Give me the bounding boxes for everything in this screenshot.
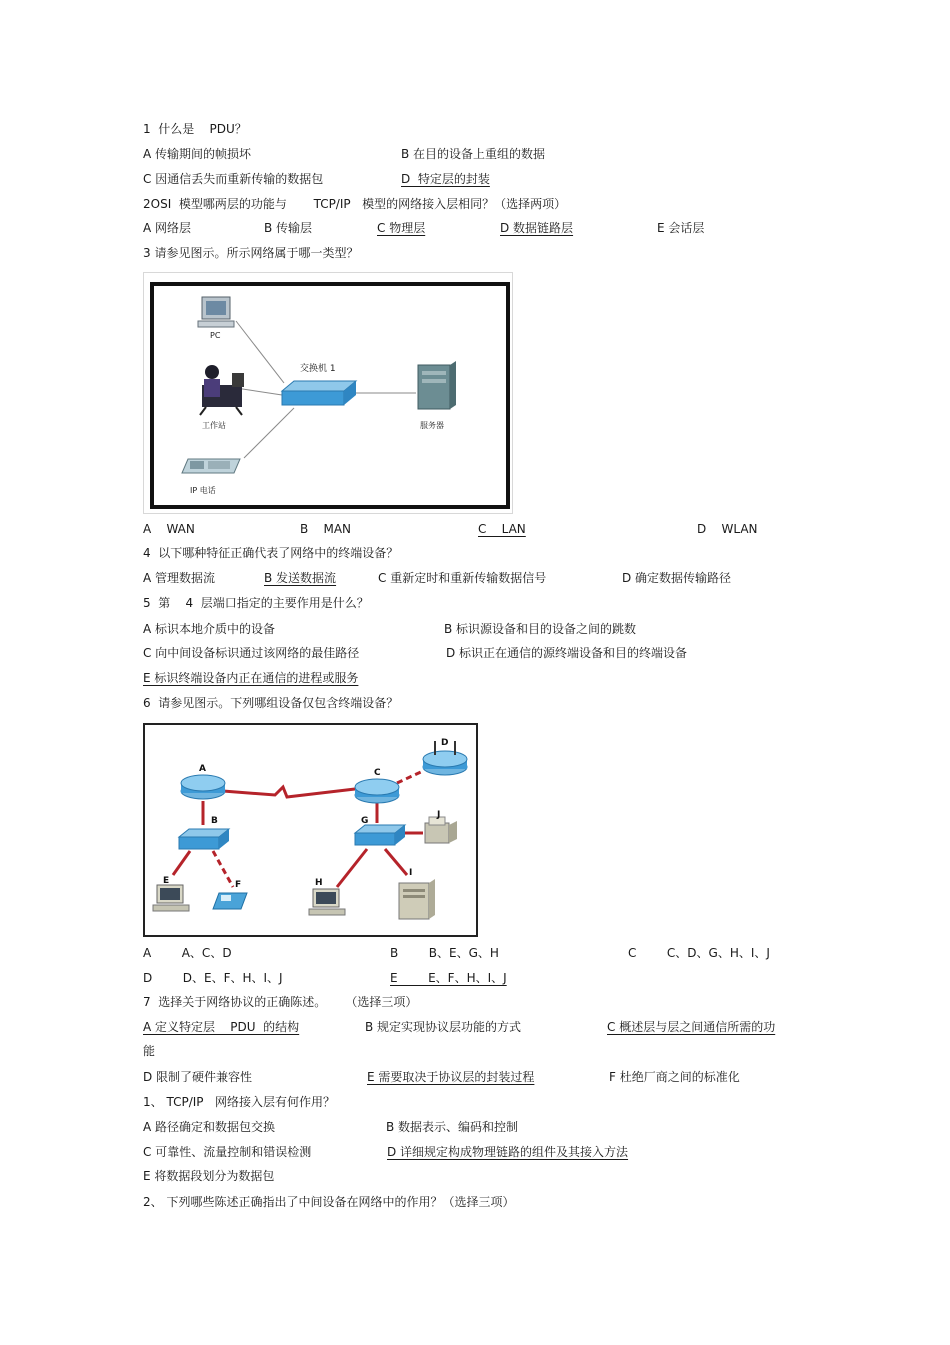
link-b-e — [173, 851, 190, 875]
link-phone-switch — [244, 408, 294, 458]
q3-stem: 3 请参见图示。所示网络属于哪一类型？ — [143, 246, 359, 260]
label-g: G — [361, 816, 369, 826]
link-g-i — [385, 849, 407, 875]
q6-stem: 6 请参见图示。下列哪组设备仅包含终端设备？ — [143, 696, 399, 710]
link-c-d — [397, 771, 423, 783]
q5-option-c: C 向中间设备标识通过该网络的最佳路径 — [143, 646, 360, 660]
workstation-label: 工作站 — [202, 421, 226, 430]
q5-option-a: A 标识本地介质中的设备 — [143, 622, 276, 636]
q6-option-d: D D、E、F、H、I、J — [143, 971, 283, 985]
q1-option-d: D 特定层的封装 — [401, 172, 490, 186]
workstation-icon — [200, 365, 244, 415]
q4-option-c: C 重新定时和重新传输数据信号 — [378, 571, 547, 585]
q3-option-d: D WLAN — [697, 522, 758, 536]
link-a-c — [223, 787, 355, 797]
q2-option-e: E 会话层 — [657, 221, 705, 235]
switch-g-icon — [355, 825, 405, 845]
link-b-f — [213, 851, 233, 887]
q7-option-b: B 规定实现协议层功能的方式 — [365, 1020, 522, 1034]
q2-option-c: C 物理层 — [377, 221, 426, 235]
q8-stem: 1、 TCP/IP 网络接入层有何作用？ — [143, 1095, 335, 1109]
q2-option-d: D 数据链路层 — [500, 221, 574, 235]
ip-phone-icon — [182, 459, 240, 473]
q7-option-a: A 定义特定层 PDU 的结构 — [143, 1020, 300, 1034]
network-diagram-1 — [144, 273, 512, 513]
q4-option-d: D 确定数据传输路径 — [622, 571, 732, 585]
q7-option-d: D 限制了硬件兼容性 — [143, 1070, 253, 1084]
router-a-icon — [181, 775, 225, 799]
q2-stem: 2OSI 模型哪两层的功能与 TCP/IP 模型的网络接入层相同？（选择两项） — [143, 197, 567, 211]
pc-e-icon — [153, 885, 189, 911]
q7-option-f: F 杜绝厂商之间的标准化 — [609, 1070, 740, 1084]
link-workstation-switch — [236, 388, 282, 395]
q7-option-c-continued: 能 — [143, 1044, 156, 1058]
q5-stem: 5 第 4 层端口指定的主要作用是什么？ — [143, 596, 369, 610]
label-c: C — [374, 768, 381, 778]
server-i-icon — [399, 879, 435, 919]
switch-icon — [282, 381, 356, 405]
network-diagram-2 — [145, 725, 476, 935]
q5-option-e: E 标识终端设备内正在通信的进程或服务 — [143, 671, 359, 685]
q3-option-b: B MAN — [300, 522, 352, 536]
ip-phone-f-icon — [213, 893, 247, 909]
q8-option-d: D 详细规定构成物理链路的组件及其接入方法 — [387, 1145, 629, 1159]
label-d: D — [441, 738, 449, 748]
pc-icon — [198, 297, 234, 327]
label-b: B — [211, 816, 218, 826]
ip-phone-label: IP 电话 — [190, 486, 216, 495]
q4-option-a: A 管理数据流 — [143, 571, 216, 585]
label-f: F — [235, 880, 242, 890]
q7-option-e: E 需要取决于协议层的封装过程 — [367, 1070, 535, 1084]
printer-j-icon — [425, 817, 457, 843]
label-e: E — [163, 876, 170, 886]
label-h: H — [315, 878, 323, 888]
server-icon — [418, 361, 456, 409]
q1-option-c: C 因通信丢失而重新传输的数据包 — [143, 172, 324, 186]
label-j: J — [437, 810, 441, 820]
q6-option-a: A A、C、D — [143, 946, 232, 960]
q2-option-b: B 传输层 — [264, 221, 313, 235]
q8-option-e: E 将数据段划分为数据包 — [143, 1169, 275, 1183]
switch-b-icon — [179, 829, 229, 849]
q2-option-a: A 网络层 — [143, 221, 192, 235]
router-c-icon — [355, 779, 399, 803]
q5-option-d: D 标识正在通信的源终端设备和目的终端设备 — [446, 646, 688, 660]
q7-stem: 7 选择关于网络协议的正确陈述。 （选择三项） — [143, 995, 418, 1009]
q1-option-b: B 在目的设备上重组的数据 — [401, 147, 546, 161]
link-g-h — [337, 849, 367, 887]
server-label: 服务器 — [420, 421, 444, 430]
q8-option-b: B 数据表示、编码和控制 — [386, 1120, 519, 1134]
q4-stem: 4 以下哪种特征正确代表了网络中的终端设备？ — [143, 546, 399, 560]
q3-option-a: A WAN — [143, 522, 195, 536]
q8-option-c: C 可靠性、流量控制和错误检测 — [143, 1145, 312, 1159]
q1-option-a: A 传输期间的帧损坏 — [143, 147, 252, 161]
q6-option-b: B B、E、G、H — [390, 946, 499, 960]
q6-option-c: C C、D、G、H、I、J — [628, 946, 770, 960]
label-i: I — [409, 868, 413, 878]
network-figure-1 — [143, 272, 513, 514]
pc-h-icon — [309, 889, 345, 915]
pc-label: PC — [210, 331, 221, 340]
q5-option-b: B 标识源设备和目的设备之间的跳数 — [444, 622, 637, 636]
network-figure-2 — [143, 723, 478, 937]
q3-option-c: C LAN — [478, 522, 526, 536]
q4-option-b: B 发送数据流 — [264, 571, 337, 585]
label-a: A — [199, 764, 206, 774]
q8-option-a: A 路径确定和数据包交换 — [143, 1120, 276, 1134]
switch-label: 交换机 1 — [300, 364, 336, 374]
q9-stem: 2、 下列哪些陈述正确指出了中间设备在网络中的作用？（选择三项） — [143, 1195, 515, 1209]
q7-option-c: C 概述层与层之间通信所需的功 — [607, 1020, 776, 1034]
q1-stem: 1 什么是 PDU？ — [143, 122, 247, 136]
q6-option-e: E E、F、H、I、J — [390, 971, 507, 985]
